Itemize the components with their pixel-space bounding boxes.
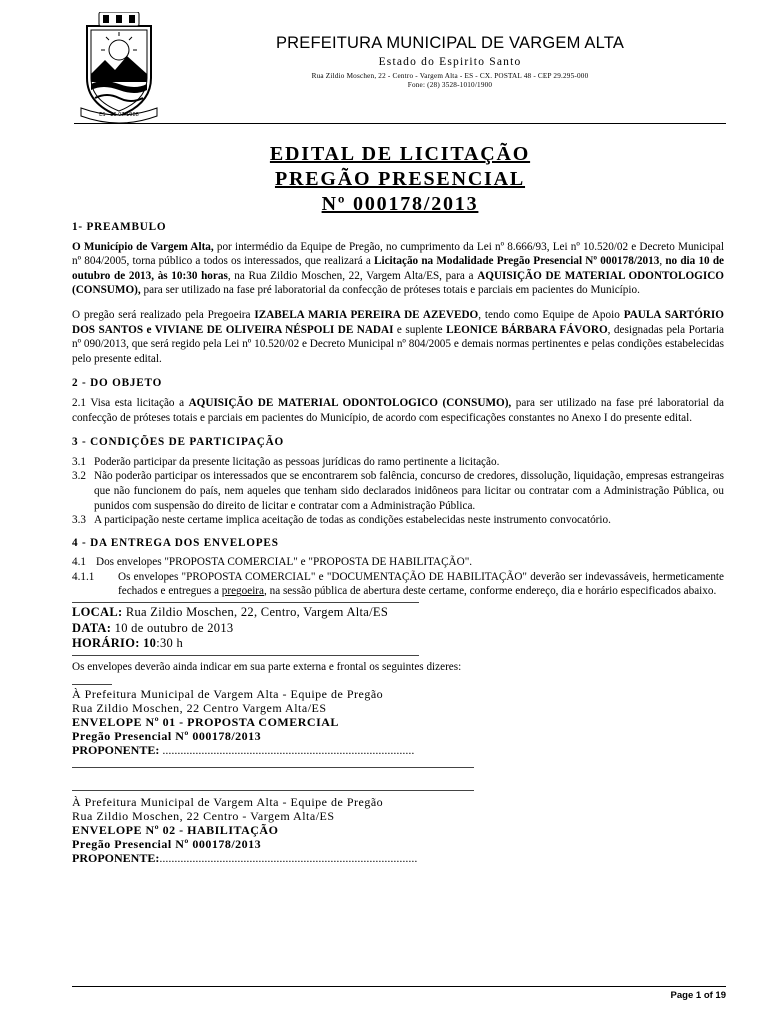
envelope-2-proponente: PROPONENTE:...................................................................................... [72, 851, 418, 866]
section-heading-preambulo: 1- PREAMBULO [72, 221, 167, 233]
municipality-address: Rua Zildio Moschen, 22 - Centro - Vargem Alta - ES - CX. POSTAL 48 - CEP 29.295-000 [311, 72, 589, 80]
envelope-2-address: Rua Zildio Moschen, 22 Centro - Vargem Alta/ES [72, 809, 335, 824]
divider [72, 655, 419, 656]
preambulo-paragraph-1: O Município de Vargem Alta, por intermédio da Equipe de Pregão, no cumprimento da Lei nº 8.666/93, Lei nº 10.520/02 e Decreto Municipal nº 804/2005, torna público a todos os interessados, que realizará a Licitação na Modalidade Pregão Presencial Nº 000178/2013, no dia 10 de outubro de 2013, às 10:30 horas, na Rua Zildio Moschen, 22, Vargem Alta/ES, para a AQUISIÇÃO DE MATERIAL ODONTOLOGICO (CONSUMO), para ser utilizado na fase pré laboratorial da confecção de próteses totais e parciais em pacientes do Município. [72, 240, 725, 297]
state-name: Estado do Espirito Santo [378, 56, 522, 68]
page-number: Page 1 of 19 [670, 990, 726, 1001]
section-heading-objeto: 2 - DO OBJETO [72, 377, 163, 390]
divider [72, 767, 474, 768]
divider [72, 602, 419, 603]
envelope-1-pregao: Pregão Presencial Nº 000178/2013 [72, 729, 262, 744]
document-title-block [74, 142, 726, 217]
delivery-location: LOCAL: Rua Zildio Moschen, 22, Centro, Vargem Alta/ES [72, 605, 389, 620]
crest-ribbon-text: ES · 26·07·1988 [99, 112, 139, 118]
envelope-instructions: Os envelopes deverão ainda indicar em sua parte externa e frontal os seguintes dizeres: [72, 660, 462, 673]
footer-divider [72, 986, 726, 987]
envelope-2-title: ENVELOPE Nº 02 - HABILITAÇÃO [72, 823, 279, 838]
list-item: 3.1 Poderão participar da presente licitação as pessoas jurídicas do ramo pertinente a licitação. [72, 455, 500, 468]
page-header [74, 12, 726, 124]
document-title: EDITAL DE LICITAÇÃO [269, 143, 531, 165]
divider [72, 684, 112, 685]
municipality-phone: Fone: (28) 3528-1010/1900 [407, 81, 493, 89]
municipal-crest-icon [79, 12, 159, 124]
envelope-1-addressee: À Prefeitura Municipal de Vargem Alta - Equipe de Pregão [72, 687, 384, 702]
header-text-block [174, 12, 726, 89]
list-item: 3.2 Não poderão participar os interessados que se encontrarem sob falência, concurso de credores, dissolução, liquidação, empresas estrangeiras que não funcionem do país, nem aqueles que tenham sido declarados inidôneos para licitar ou contratar com a Administração Pública, ou punidos com suspensão do direito de licitar e contratar com a Administração Pública. [72, 470, 724, 512]
list-item: 3.3 A participação neste certame implica aceitação de todas as condições estabelecidas neste instrumento convocatório. [72, 514, 611, 527]
preambulo-paragraph-2: O pregão será realizado pela Pregoeira IZABELA MARIA PEREIRA DE AZEVEDO, tendo como Equipe de Apoio PAULA SARTÓRIO DOS SANTOS e VIVIANE DE OLIVEIRA NÉSPOLI DE NADAI e suplente LEONICE BÁRBARA FÁVORO, designadas pela Portaria nº 090/2013, que será regido pela Lei nº 10.520/02 e Decreto Municipal nº 804/2005 e demais normas pertinentes e pelas condições estabelecidas pelo presente edital. [72, 308, 725, 365]
section-heading-participacao: 3 - CONDIÇÕES DE PARTICIPAÇÃO [72, 436, 284, 449]
divider [72, 790, 474, 791]
envelope-2-pregao: Pregão Presencial Nº 000178/2013 [72, 837, 262, 852]
section-heading-entrega: 4 - DA ENTREGA DOS ENVELOPES [72, 536, 279, 549]
envelope-1-proponente: PROPONENTE: .................................................................................... [72, 743, 415, 758]
municipality-title: PREFEITURA MUNICIPAL DE VARGEM ALTA [275, 34, 625, 52]
delivery-date: DATA: 10 de outubro de 2013 [72, 620, 234, 635]
objeto-paragraph: 2.1 Visa esta licitação a AQUISIÇÃO DE MATERIAL ODONTOLOGICO (CONSUMO), para ser utilizado na fase pré laboratorial da confecção de próteses totais e parciais em pacientes do Município, de acordo com especificações constantes no Anexo I do presente edital. [72, 396, 724, 424]
header-divider [74, 123, 726, 124]
delivery-time: HORÁRIO: 10:30 h [72, 636, 184, 651]
envelope-2-addressee: À Prefeitura Municipal de Vargem Alta - Equipe de Pregão [72, 795, 384, 810]
document-body [72, 220, 724, 865]
envelope-1-title: ENVELOPE Nº 01 - PROPOSTA COMERCIAL [72, 715, 339, 730]
document-number: Nº 000178/2013 [321, 193, 479, 215]
list-item: 4.1.1 Os envelopes "PROPOSTA COMERCIAL" e "DOCUMENTAÇÃO DE HABILITAÇÃO" deverão ser indevassáveis, hermeticamente fechados e entregues a pregoeira, na sessão pública de abertura deste certame, conforme endereço, dia e horário especificados abaixo. [72, 570, 724, 598]
envelope-1-address: Rua Zildio Moschen, 22 Centro Vargem Alta/ES [72, 701, 327, 716]
list-item: 4.1 Dos envelopes "PROPOSTA COMERCIAL" e "PROPOSTA DE HABILITAÇÃO". [72, 556, 473, 569]
document-subtitle: PREGÃO PRESENCIAL [274, 168, 526, 190]
